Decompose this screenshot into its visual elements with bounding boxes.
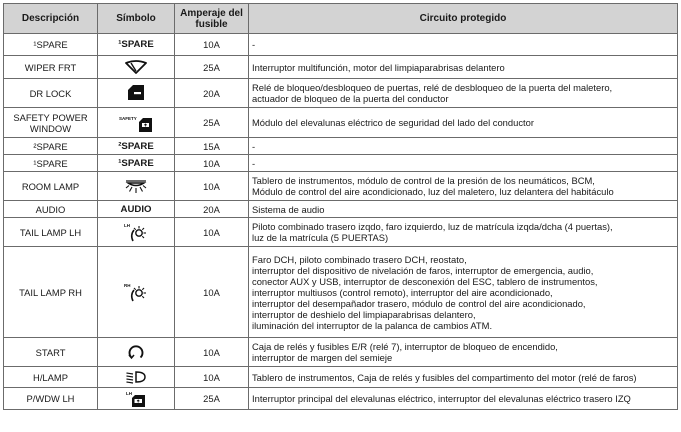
start-icon [127, 343, 145, 361]
table-row [4, 218, 678, 247]
protected-circuit: Tablero de instrumentos, Caja de relés y fusibles del compartimento del motor (relé de faros) [249, 367, 678, 388]
icon-label: SAFETY [119, 115, 137, 121]
protected-circuit: Interruptor principal del elevalunas eléctrico, interruptor del elevalunas eléctrico trasero IZQ [249, 388, 678, 410]
table-row [4, 138, 678, 155]
fuse-symbol [98, 338, 175, 367]
fuse-symbol [98, 108, 175, 138]
protected-circuit: Relé de bloqueo/desbloqueo de puertas, relé de desbloqueo de la puerta del maletero, actuador de bloqueo de la puerta del conductor [249, 79, 678, 108]
safety-power-window-icon [118, 113, 154, 133]
symbol-text: AUDIO [120, 203, 152, 215]
fuse-description: SAFETY POWER WINDOW [4, 108, 98, 138]
fuse-symbol [98, 218, 175, 247]
fuse-amperage: 25A [175, 388, 249, 410]
fuse-amperage: 10A [175, 34, 249, 56]
table-row [4, 155, 678, 172]
fuse-description: ROOM LAMP [4, 172, 98, 201]
protected-circuit: Faro DCH, piloto combinado trasero DCH, reostato, interruptor del dispositivo de nivelación de faros, interruptor de emergencia, audio, conector AUX y USB, interruptor de desconexión del ESC, tablero de instrumentos, interruptor multiusos (control remoto), interruptor del aire acondicionado, interruptor del desempañador trasero, módulo de control del aire acondicionado, interruptor de deshielo del limpiaparabrisas delantero, iluminación del interruptor de la palanca de cambios ATM. [249, 247, 678, 338]
power-window-lh-icon [125, 390, 147, 408]
fuse-description: P/WDW LH [4, 388, 98, 410]
fuse-description: TAIL LAMP LH [4, 218, 98, 247]
icon-label: RH [124, 283, 131, 288]
fuse-symbol [98, 247, 175, 338]
tail-lamp-rh-icon [123, 281, 149, 303]
protected-circuit: Módulo del elevalunas eléctrico de seguridad del lado del conductor [249, 108, 678, 138]
fuse-description: START [4, 338, 98, 367]
protected-circuit: Piloto combinado trasero izqdo, faro izquierdo, luz de matrícula izqda/dcha (4 puertas), luz de la matrícula (5 PUERTAS) [249, 218, 678, 247]
protected-circuit: - [249, 138, 678, 155]
fuse-description: WIPER FRT [4, 56, 98, 79]
fuse-description: H/LAMP [4, 367, 98, 388]
fuse-description: TAIL LAMP RH [4, 247, 98, 338]
fuse-symbol [98, 388, 175, 410]
table-row [4, 247, 678, 338]
table-row [4, 338, 678, 367]
table-row [4, 367, 678, 388]
fuse-amperage: 25A [175, 56, 249, 79]
symbol-text: ²SPARE [118, 140, 154, 152]
front-wiper-icon [125, 60, 147, 74]
fuse-amperage: 10A [175, 338, 249, 367]
room-lamp-icon [125, 178, 147, 194]
fuse-description: DR LOCK [4, 79, 98, 108]
fuse-amperage: 15A [175, 138, 249, 155]
protected-circuit: - [249, 34, 678, 56]
header-amperage: Amperaje del fusible [175, 4, 249, 34]
fuse-symbol [98, 155, 175, 172]
table-row [4, 388, 678, 410]
table-row [4, 108, 678, 138]
fuse-description: ²SPARE [4, 138, 98, 155]
fuse-amperage: 10A [175, 247, 249, 338]
fuse-symbol [98, 34, 175, 56]
fuse-symbol [98, 138, 175, 155]
header-circuit: Circuito protegido [249, 4, 678, 34]
protected-circuit: - [249, 155, 678, 172]
symbol-text: ¹SPARE [118, 39, 154, 50]
fuse-amperage: 20A [175, 201, 249, 218]
fuse-symbol [98, 172, 175, 201]
protected-circuit: Tablero de instrumentos, módulo de control de la presión de los neumáticos, BCM, Módulo de control del aire acondicionado, luz del maletero, luz delantera del habitáculo [249, 172, 678, 201]
fuse-amperage: 10A [175, 367, 249, 388]
protected-circuit: Caja de relés y fusibles E/R (relé 7), interruptor de bloqueo de encendido, interruptor de margen del semieje [249, 338, 678, 367]
table-row [4, 56, 678, 79]
fuse-description: ¹SPARE [4, 34, 98, 56]
protected-circuit: Sistema de audio [249, 201, 678, 218]
fuse-symbol [98, 367, 175, 388]
protected-circuit: Interruptor multifunción, motor del limpiaparabrisas delantero [249, 56, 678, 79]
fuse-amperage: 10A [175, 155, 249, 172]
header-row [4, 4, 678, 34]
table-row [4, 201, 678, 218]
table-row [4, 79, 678, 108]
fuse-table [3, 3, 678, 410]
table-row [4, 34, 678, 56]
header-description: Descripción [4, 4, 98, 34]
icon-label: LH [124, 223, 130, 228]
fuse-amperage: 10A [175, 218, 249, 247]
fuse-symbol [98, 201, 175, 218]
fuse-symbol [98, 56, 175, 79]
headlamp-icon [125, 370, 147, 384]
fuse-description: AUDIO [4, 201, 98, 218]
door-lock-icon [126, 84, 146, 102]
header-symbol: Símbolo [98, 4, 175, 34]
fuse-amperage: 25A [175, 108, 249, 138]
fuse-description: ¹SPARE [4, 155, 98, 172]
tail-lamp-lh-icon [123, 221, 149, 243]
table-row [4, 172, 678, 201]
fuse-amperage: 10A [175, 172, 249, 201]
symbol-text: ¹SPARE [118, 157, 154, 169]
fuse-amperage: 20A [175, 79, 249, 108]
icon-label: LH [126, 390, 132, 396]
fuse-symbol [98, 79, 175, 108]
